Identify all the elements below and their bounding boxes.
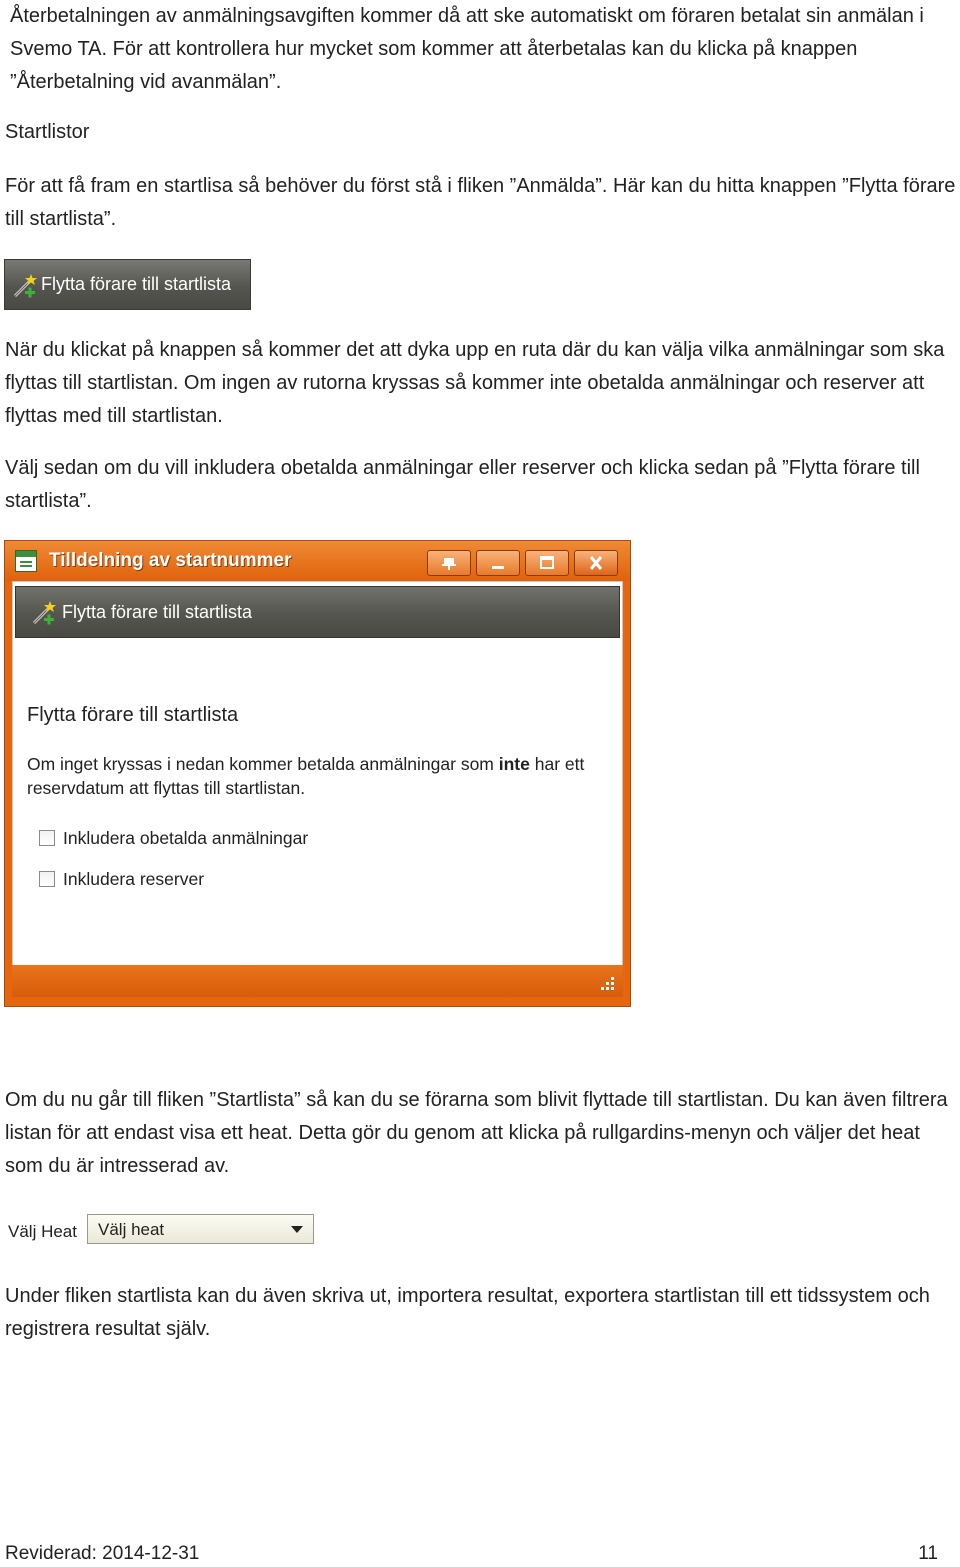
dialog-description [27,752,617,800]
paragraph-startlist-actions: Under fliken startlista kan du även skriva ut, importera resultat, exportera startlistan till ett tidssystem och registrera resultat själv. [5,1285,930,1340]
pin-button[interactable] [427,550,471,576]
paragraph-filter-heat: Om du nu går till fliken ”Startlista” så kan du se förarna som blivit flyttade till startlistan. Du kan även filtrera listan för att endast visa ett heat. Detta gör du genom att klicka på rullgardins-menyn och väljer det heat som du är intresserad av. [5,1089,948,1177]
paragraph-dialog-explained: När du klickat på knappen så kommer det att dyka upp en ruta där du kan välja vilka anmälningar som ska flyttas till startlistan. Om ingen av rutorna kryssas så kommer inte obetalda anmälningar och reserver att flyttas med till startlistan. [5,339,945,427]
revision-date: Reviderad: 2014-12-31 [5,1543,200,1564]
dialog-move-to-startlist-button[interactable] [15,586,620,638]
maximize-button[interactable] [525,550,569,576]
app-form-icon [15,550,37,572]
dialog-title: Tilldelning av startnummer [49,550,292,571]
heat-filter-label: Välj Heat [8,1222,77,1241]
move-to-startlist-button[interactable] [4,259,251,310]
dialog-toolbar-label: Flytta förare till startlista [62,602,253,622]
move-to-startlist-label: Flytta förare till startlista [41,274,232,294]
minimize-button[interactable] [476,550,520,576]
include-unpaid-label[interactable]: Inkludera obetalda anmälningar [63,828,309,848]
dialog-desc-part1: Om inget kryssas i nedan kommer betalda anmälningar som [27,754,499,774]
close-icon [586,556,606,570]
paragraph-refund: Återbetalningen av anmälningsavgiften kommer då att ske automatiskt om föraren betalat sin anmälan i Svemo TA. För att kontrollera hur mycket som kommer att återbetalas kan du klicka på knappen ”Återbetalning vid avanmälan”. [10,5,924,93]
dialog-desc-bold: inte [498,754,530,774]
dialog-heading: Flytta förare till startlista [27,704,239,726]
page-number: 11 [918,1543,938,1564]
dialog-desc-part2: har ett reservdatum att flyttas till startlistan. [27,754,585,798]
magic-wand-icon [30,599,58,627]
chevron-down-icon[interactable] [291,1226,303,1233]
dialog-window [4,540,631,1007]
maximize-icon [537,556,557,570]
heat-select-value: Välj heat [98,1220,165,1239]
include-reserves-label[interactable]: Inkludera reserver [63,869,205,889]
dialog-titlebar[interactable] [5,541,630,581]
magic-wand-icon [11,272,39,300]
paragraph-startlist-intro: För att få fram en startlisa så behöver du först stå i fliken ”Anmälda”. Här kan du hitta knappen ”Flytta förare till startlista”. [5,175,956,230]
close-button[interactable] [574,550,618,576]
dialog-statusbar [12,965,623,997]
include-unpaid-checkbox[interactable] [39,830,55,846]
section-heading-startlistor: Startlistor [5,121,90,143]
minimize-icon [488,556,508,570]
paragraph-choose-options: Välj sedan om du vill inkludera obetalda anmälningar eller reserver och klicka sedan på ”Flytta förare till startlista”. [5,457,920,512]
resize-grip-icon[interactable] [599,975,615,991]
dialog-body [12,581,623,995]
include-reserves-checkbox[interactable] [39,871,55,887]
pin-icon [439,556,459,570]
heat-select[interactable] [87,1214,314,1244]
